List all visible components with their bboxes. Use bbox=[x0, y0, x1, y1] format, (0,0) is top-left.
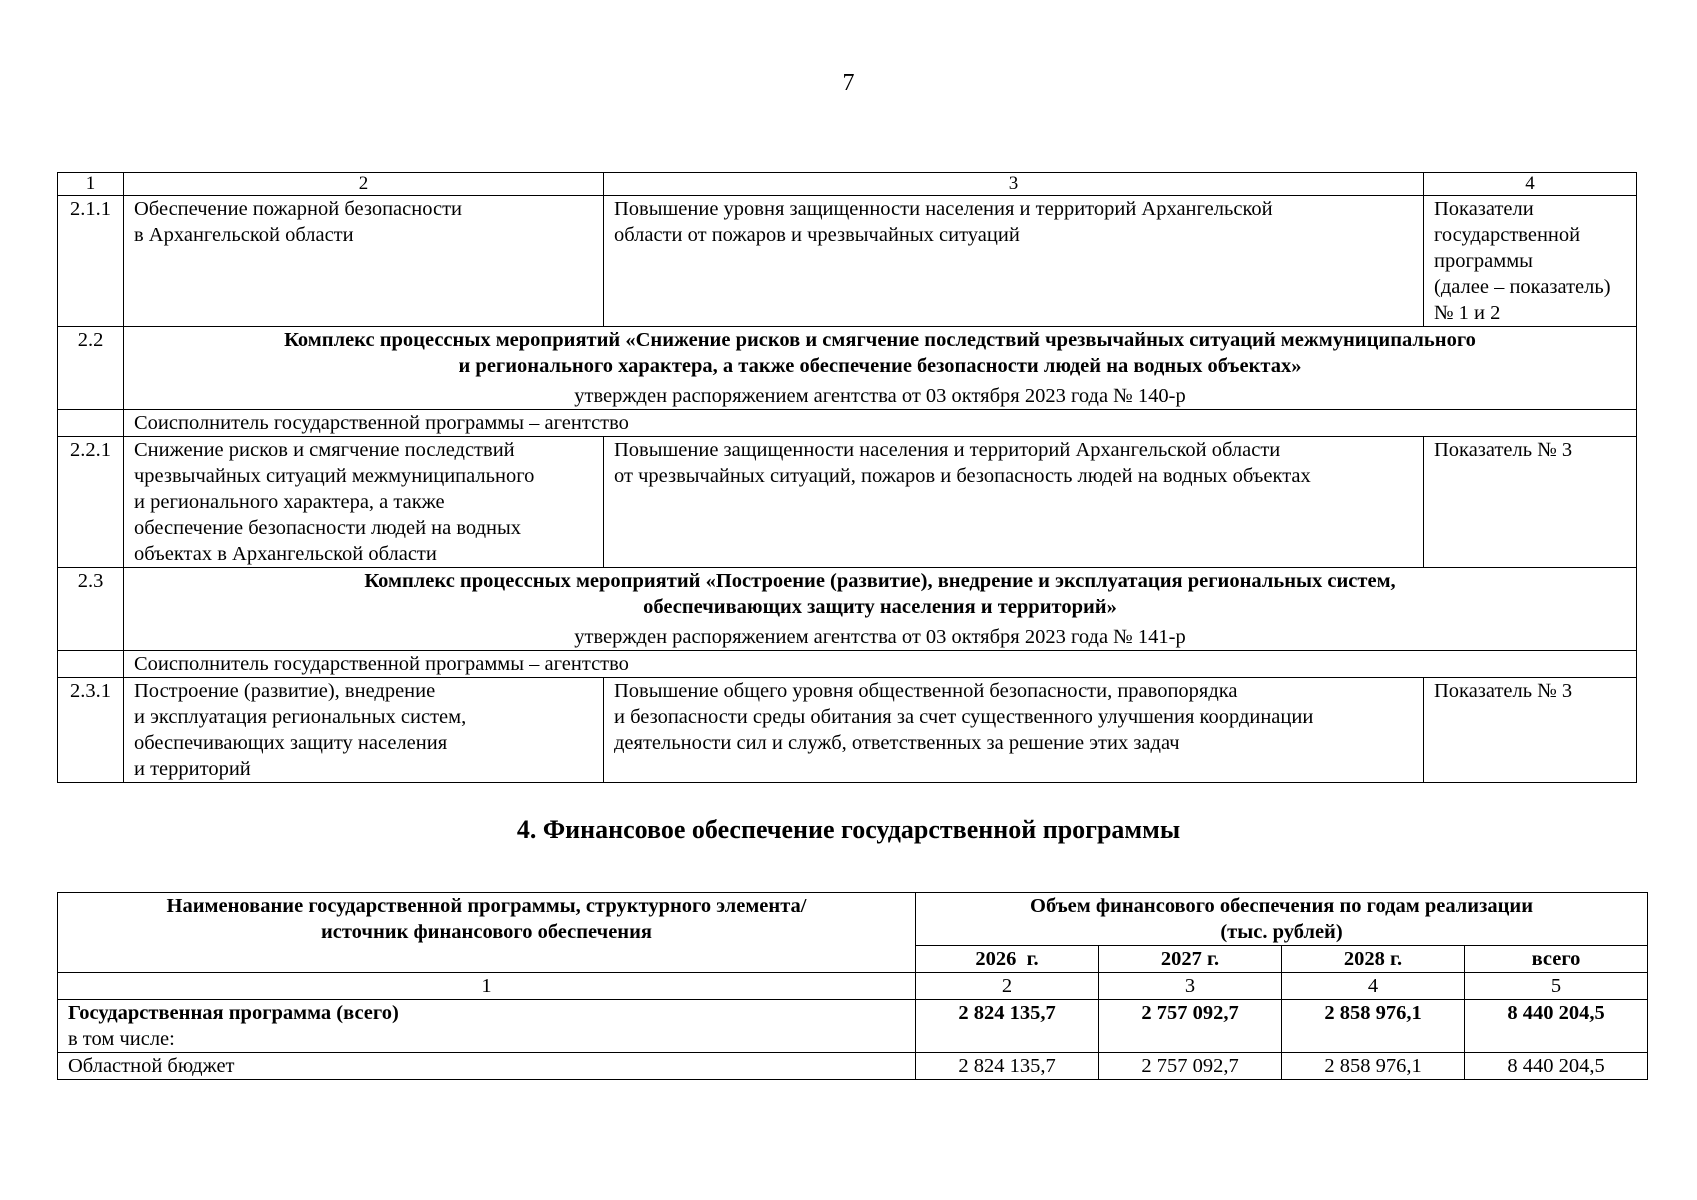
program-total-label: Государственная программа (всего) в том числе: bbox=[58, 1000, 916, 1053]
column-number-4: 4 bbox=[1282, 973, 1465, 1000]
measures-table bbox=[57, 172, 1637, 783]
value-2028: 2 858 976,1 bbox=[1282, 1000, 1465, 1053]
funding-volume-header: Объем финансового обеспечения по годам реализации (тыс. рублей) bbox=[916, 893, 1648, 946]
complex-title: Комплекс процессных мероприятий «Построение (развитие), внедрение и эксплуатация региональных систем, обеспечивающих защиту населения и территорий» bbox=[364, 570, 1396, 618]
finance-header-row bbox=[58, 893, 1648, 946]
section-heading: 4. Финансовое обеспечение государственной программы bbox=[516, 815, 1181, 844]
finance-table bbox=[57, 892, 1648, 1080]
column-number-1: 1 bbox=[58, 973, 916, 1000]
table-header-row bbox=[58, 173, 1637, 196]
table-row bbox=[58, 678, 1637, 783]
value-total: 8 440 204,5 bbox=[1465, 1053, 1648, 1080]
total-header: всего bbox=[1465, 946, 1648, 973]
approval-note: утвержден распоряжением агентства от 03 октября 2023 года № 141-р bbox=[574, 626, 1186, 648]
year-2028-header: 2028 г. bbox=[1282, 946, 1465, 973]
coexecutor-row bbox=[58, 651, 1637, 678]
value-2026: 2 824 135,7 bbox=[916, 1000, 1099, 1053]
table-row bbox=[58, 437, 1637, 568]
measure-result: Повышение общего уровня общественной безопасности, правопорядка и безопасности среды обитания за счет существенного улучшения координации деятельности сил и служб, ответственных за решение этих задач bbox=[604, 678, 1424, 783]
empty-cell bbox=[58, 651, 124, 678]
measure-indicator: Показатель № 3 bbox=[1424, 437, 1637, 568]
complex-title: Комплекс процессных мероприятий «Снижение рисков и смягчение последствий чрезвычайных ситуаций межмуниципального и регионального характера, а также обеспечение безопасности людей на водных объектах» bbox=[284, 329, 1476, 377]
value-2028: 2 858 976,1 bbox=[1282, 1053, 1465, 1080]
coexecutor-text: Соисполнитель государственной программы – агентство bbox=[124, 651, 1637, 678]
table-row bbox=[58, 1053, 1648, 1080]
column-number-5: 5 bbox=[1465, 973, 1648, 1000]
value-total: 8 440 204,5 bbox=[1465, 1000, 1648, 1053]
row-number: 2.2.1 bbox=[58, 437, 124, 568]
program-name-header: Наименование государственной программы, структурного элемента/ источник финансового обеспечения bbox=[58, 893, 916, 973]
value-2027: 2 757 092,7 bbox=[1099, 1053, 1282, 1080]
measure-indicator: Показатель № 3 bbox=[1424, 678, 1637, 783]
approval-note: утвержден распоряжением агентства от 03 октября 2023 года № 140-р bbox=[574, 385, 1186, 407]
section-title-cell bbox=[124, 568, 1637, 651]
coexecutor-text: Соисполнитель государственной программы – агентство bbox=[124, 410, 1637, 437]
column-number-2: 2 bbox=[124, 173, 604, 196]
section-row bbox=[58, 568, 1637, 651]
section-title-cell bbox=[124, 327, 1637, 410]
column-number-3: 3 bbox=[604, 173, 1424, 196]
measure-result: Повышение уровня защищенности населения и территорий Архангельской области от пожаров и чрезвычайных ситуаций bbox=[604, 196, 1424, 327]
column-number-4: 4 bbox=[1424, 173, 1637, 196]
column-number-3: 3 bbox=[1099, 973, 1282, 1000]
measure-name: Построение (развитие), внедрение и эксплуатация региональных систем, обеспечивающих защиту населения и территорий bbox=[124, 678, 604, 783]
empty-cell bbox=[58, 410, 124, 437]
column-number-1: 1 bbox=[58, 173, 124, 196]
measure-name: Снижение рисков и смягчение последствий чрезвычайных ситуаций межмуниципального и регионального характера, а также обеспечение безопасности людей на водных объектах в Архангельской области bbox=[124, 437, 604, 568]
coexecutor-row bbox=[58, 410, 1637, 437]
regional-budget-label: Областной бюджет bbox=[58, 1053, 916, 1080]
value-2027: 2 757 092,7 bbox=[1099, 1000, 1282, 1053]
measure-result: Повышение защищенности населения и территорий Архангельской области от чрезвычайных ситуаций, пожаров и безопасность людей на водных объектах bbox=[604, 437, 1424, 568]
value-2026: 2 824 135,7 bbox=[916, 1053, 1099, 1080]
row-number: 2.3.1 bbox=[58, 678, 124, 783]
column-numbers-row bbox=[58, 973, 1648, 1000]
measure-name: Обеспечение пожарной безопасности в Архангельской области bbox=[124, 196, 604, 327]
measure-indicator: Показатели государственной программы (далее – показатель) № 1 и 2 bbox=[1424, 196, 1637, 327]
page-number: 7 bbox=[842, 70, 855, 96]
table-row bbox=[58, 1000, 1648, 1053]
year-2027-header: 2027 г. bbox=[1099, 946, 1282, 973]
row-number: 2.1.1 bbox=[58, 196, 124, 327]
table-row bbox=[58, 196, 1637, 327]
row-number: 2.2 bbox=[58, 327, 124, 410]
section-row bbox=[58, 327, 1637, 410]
column-number-2: 2 bbox=[916, 973, 1099, 1000]
year-2026-header: 2026 г. bbox=[916, 946, 1099, 973]
row-number: 2.3 bbox=[58, 568, 124, 651]
